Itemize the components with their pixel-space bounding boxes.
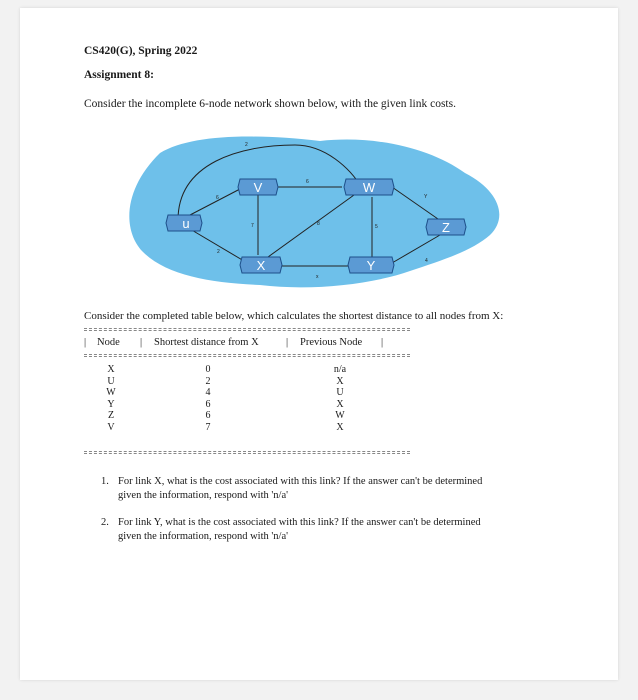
network-cloud: [129, 137, 499, 288]
cost-x-w: 8: [317, 221, 320, 227]
cost-u-w: 2: [245, 142, 248, 148]
table-cell-previous: U: [336, 387, 344, 399]
node-w: [344, 179, 394, 195]
table-cell-node: Z: [107, 410, 115, 422]
table-cell-node: Y: [107, 398, 115, 410]
node-z-label: Z: [442, 220, 450, 235]
table-intro-text: Consider the completed table below, which calculates the shortest distance to all nodes from X:: [84, 310, 504, 322]
node-u-label: u: [182, 216, 190, 231]
table-header-divider: |: [140, 337, 143, 348]
node-x-label: X: [256, 258, 266, 273]
cost-v-x: 7: [251, 223, 254, 229]
table-row: [20, 387, 618, 398]
table-header-rule: [84, 354, 410, 357]
question-2-number: 2.: [101, 517, 109, 528]
table-cell-previous: X: [336, 398, 344, 410]
intro-text: Consider the incomplete 6-node network shown below, with the given link costs.: [84, 98, 456, 110]
table-cell-previous: W: [335, 410, 345, 422]
table-cell-distance: 6: [205, 398, 211, 410]
table-header-divider: |: [381, 337, 384, 348]
table-cell-distance: 4: [205, 387, 211, 399]
node-w-label: W: [362, 180, 376, 195]
table-header-node: Node: [97, 337, 120, 348]
document-page: [20, 8, 618, 680]
table-row: [20, 364, 618, 375]
assignment-heading: Assignment 8:: [84, 69, 154, 81]
cost-y-z: 4: [425, 258, 428, 264]
node-z: [426, 219, 466, 235]
cost-w-y: 5: [375, 224, 378, 230]
table-cell-node: X: [107, 364, 115, 375]
node-v: [238, 179, 278, 195]
table-header-previous: Previous Node: [300, 337, 363, 348]
table-cell-previous: n/a: [333, 364, 347, 375]
question-2-text: For link Y, what is the cost associated with this link? If the answer can't be determined given the information, respond with 'n/a': [118, 517, 481, 542]
table-row: [20, 422, 618, 433]
table-cell-node: U: [107, 375, 115, 387]
node-y: [348, 257, 394, 273]
table-cell-previous: X: [336, 375, 344, 387]
table-row: [20, 399, 618, 410]
cost-x-y: x: [316, 274, 319, 280]
node-u: [166, 215, 202, 231]
table-cell-distance: 2: [205, 375, 211, 387]
table-row: [20, 410, 618, 421]
table-header-divider: |: [286, 337, 289, 348]
table-cell-distance: 0: [205, 364, 211, 375]
table-cell-previous: X: [336, 422, 344, 433]
question-1-text: For link X, what is the cost associated with this link? If the answer can't be determined given the information, respond with 'n/a': [118, 476, 483, 501]
course-title: CS420(G), Spring 2022: [84, 45, 198, 57]
table-header-divider: |: [84, 337, 87, 348]
table-row: [20, 376, 618, 387]
table-header-distance: Shortest distance from X: [154, 337, 259, 348]
table-cell-distance: 7: [205, 422, 211, 433]
question-1-number: 1.: [101, 476, 109, 487]
table-cell-node: V: [107, 422, 115, 433]
node-x: [240, 257, 282, 273]
network-diagram: [120, 133, 510, 293]
table-top-rule: [84, 328, 410, 331]
cost-u-v: 6: [216, 195, 219, 201]
table-cell-distance: 6: [205, 410, 211, 422]
table-header-row: [20, 337, 618, 348]
table-cell-node: W: [106, 387, 116, 399]
cost-u-x: 2: [217, 249, 220, 255]
node-v-label: V: [253, 180, 263, 195]
table-bottom-rule: [84, 451, 410, 454]
cost-w-z: Y: [424, 194, 428, 200]
node-y-label: Y: [366, 258, 376, 273]
cost-v-w: 6: [306, 179, 309, 185]
